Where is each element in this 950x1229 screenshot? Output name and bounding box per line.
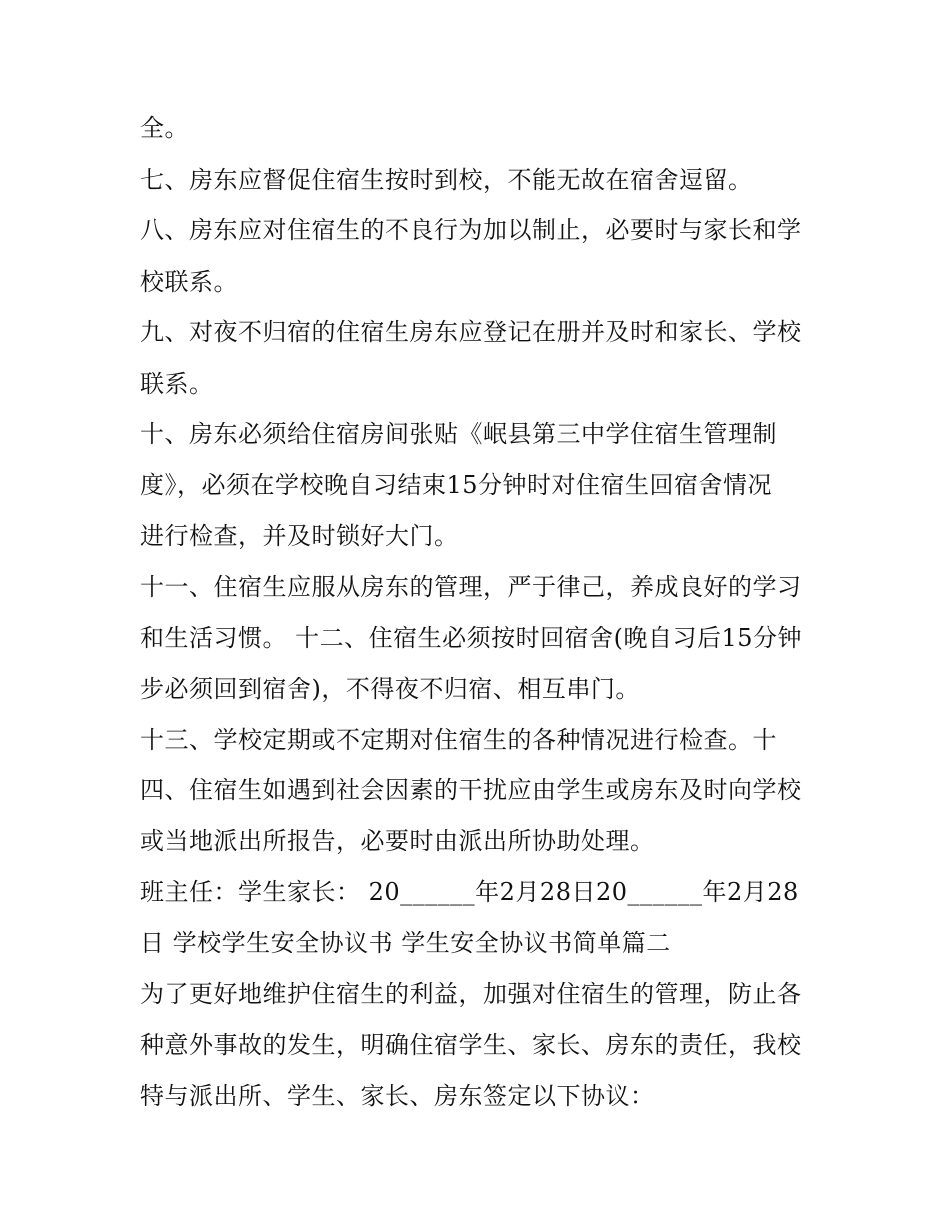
text-line: 步必须回到宿舍)，不得夜不归宿、相互串门。 bbox=[140, 675, 640, 703]
text-line: 七、房东应督促住宿生按时到校，不能无故在宿舍逗留。 bbox=[140, 166, 753, 194]
text-line: 全。 bbox=[140, 114, 189, 142]
text-line: 特与派出所、学生、家长、房东签定以下协议： bbox=[140, 1082, 655, 1110]
signature-line: 班主任：学生家长： 20______年2月28日20______年2月28 bbox=[140, 878, 799, 906]
text-line: 八、房东应对住宿生的不良行为加以制止，必要时与家长和学 bbox=[140, 216, 802, 244]
text-line: 和生活习惯。 十二、住宿生必须按时回宿舍(晚自习后15分钟 bbox=[140, 624, 803, 652]
text-line: 或当地派出所报告，必要时由派出所协助处理。 bbox=[140, 827, 655, 855]
text-line: 校联系。 bbox=[140, 268, 238, 296]
section-title-line: 日 学校学生安全协议书 学生安全协议书简单篇二 bbox=[140, 929, 671, 957]
text-line: 十三、学校定期或不定期对住宿生的各种情况进行检查。十 bbox=[140, 726, 777, 754]
text-line: 为了更好地维护住宿生的利益，加强对住宿生的管理，防止各 bbox=[140, 980, 802, 1008]
text-line: 联系。 bbox=[140, 370, 214, 398]
text-line: 十、房东必须给住宿房间张贴《岷县第三中学住宿生管理制 bbox=[140, 420, 777, 448]
text-line: 九、对夜不归宿的住宿生房东应登记在册并及时和家长、学校 bbox=[140, 318, 802, 346]
text-line: 种意外事故的发生，明确住宿学生、家长、房东的责任，我校 bbox=[140, 1031, 802, 1059]
text-line: 进行检查，并及时锁好大门。 bbox=[140, 522, 459, 550]
text-line: 度》，必须在学校晚自习结束15分钟时对住宿生回宿舍情况 bbox=[140, 471, 773, 499]
text-line: 十一、住宿生应服从房东的管理，严于律己，养成良好的学习 bbox=[140, 573, 802, 601]
text-line: 四、住宿生如遇到社会因素的干扰应由学生或房东及时向学校 bbox=[140, 776, 802, 804]
